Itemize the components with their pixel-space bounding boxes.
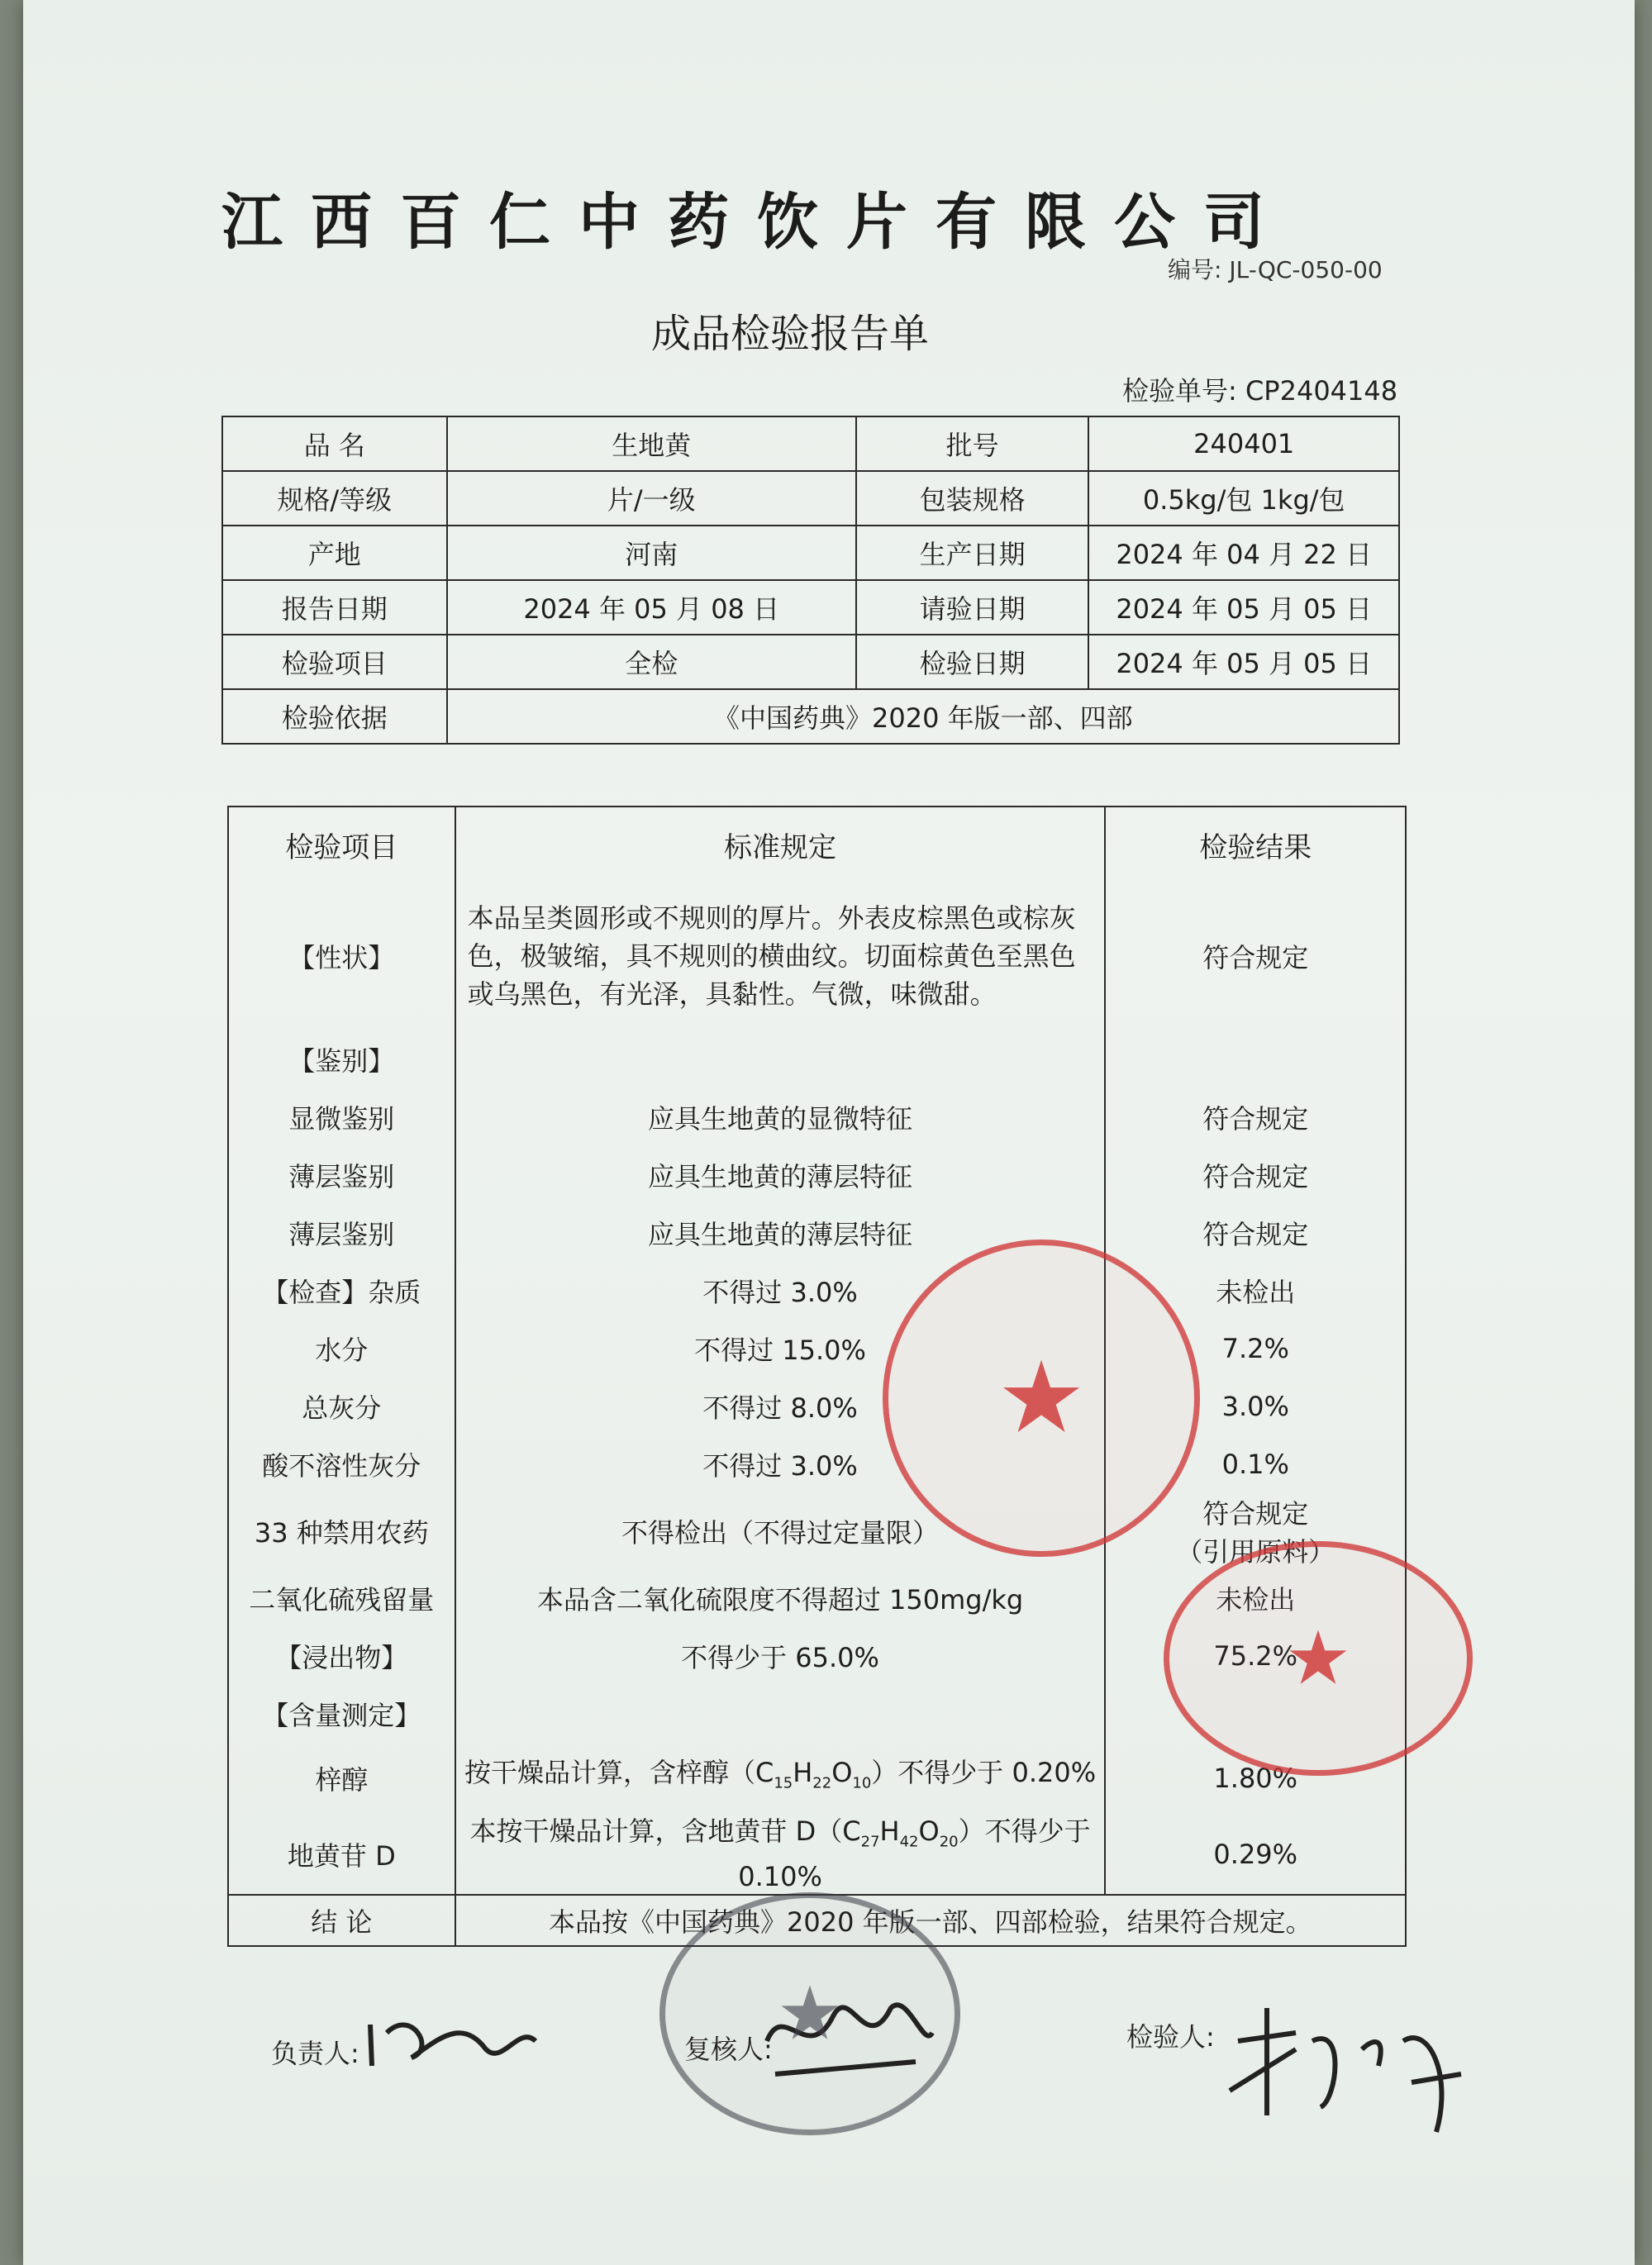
basis-value: 《中国药典》2020 年版一部、四部 <box>447 689 1399 744</box>
rehmannioside-item: 地黄苷 D <box>228 1814 455 1895</box>
result-note: （引用原料） <box>1176 1536 1335 1568</box>
result-standard: 不得过 8.0% <box>455 1378 1106 1435</box>
report-number: 检验单号: CP2404148 <box>1122 375 1398 407</box>
table-header-row <box>228 807 1406 882</box>
table-row <box>222 526 1399 580</box>
rehmannioside-standard: 本按干燥品计算，含地黄苷 $D(C_{27}H_{42}O_{20})$不得少于 0.10% <box>455 1814 1106 1895</box>
manager-label: 负责人: <box>271 2038 359 2069</box>
conclusion-label: 结 论 <box>228 1895 455 1946</box>
request-date-value: 2024 年 05 月 05 日 <box>1088 580 1399 635</box>
table-row <box>228 1146 1406 1204</box>
result-item: 【检查】杂质 <box>228 1262 455 1320</box>
inspector-signature <box>1221 1991 1469 2157</box>
result-value: 3.0% <box>1105 1378 1406 1435</box>
content-header: 【含量测定】 <box>228 1685 455 1743</box>
rehmannioside-result: 0.29% <box>1105 1814 1406 1895</box>
catalpol-item: 梓醇 <box>228 1743 455 1814</box>
table-row <box>222 471 1399 526</box>
prod-date-label: 生产日期 <box>856 526 1089 580</box>
table-row <box>228 1493 1406 1569</box>
result-value: 符合规定 <box>1105 1204 1406 1262</box>
result-item: 薄层鉴别 <box>228 1146 455 1204</box>
result-standard: 应具生地黄的显微特征 <box>455 1088 1106 1146</box>
identify-header: 【鉴别】 <box>228 1030 455 1088</box>
form-code: 编号: JL-QC-050-00 <box>1168 256 1383 283</box>
catalpol-result: 1.80% <box>1105 1743 1406 1814</box>
prod-date-value: 2024 年 04 月 22 日 <box>1088 526 1399 580</box>
table-row <box>222 580 1399 635</box>
appearance-result: 符合规定 <box>1105 882 1406 1030</box>
result-item: 【浸出物】 <box>228 1627 455 1685</box>
catalpol-standard: 按干燥品计算，含梓醇$(C_{15}H_{22}O_{10})$不得少于 0.20% <box>455 1743 1106 1814</box>
basis-label: 检验依据 <box>222 689 447 744</box>
table-row <box>228 1030 1406 1088</box>
star-icon: ★ <box>1284 1615 1352 1702</box>
star-icon: ★ <box>776 1970 844 2058</box>
appearance-standard: 本品呈类圆形或不规则的厚片。外表皮棕黑色或棕灰色，极皱缩，具不规则的横曲纹。切面棕黄色至黑色或乌黑色，有光泽，具黏性。气微，味微甜。 <box>455 882 1106 1030</box>
table-row <box>228 1814 1406 1895</box>
result-standard: 不得过 15.0% <box>455 1320 1106 1378</box>
table-row <box>228 1320 1406 1378</box>
appearance-item: 【性状】 <box>228 882 455 1030</box>
result-standard: 不得过 3.0% <box>455 1435 1106 1493</box>
manager-signature <box>362 1991 544 2082</box>
product-info-table <box>221 416 1400 745</box>
quality-dept-stamp <box>883 1240 1200 1557</box>
qc-seal-stamp <box>1164 1541 1473 1776</box>
document-title: 成品检验报告单 <box>651 311 930 357</box>
result-item: 二氧化硫残留量 <box>228 1569 455 1627</box>
report-date-label: 报告日期 <box>222 580 447 635</box>
conclusion-text: 本品按《中国药典》2020 年版一部、四部检验，结果符合规定。 <box>455 1895 1406 1946</box>
result-value: 0.1% <box>1105 1435 1406 1493</box>
report-paper <box>23 0 1635 2265</box>
company-name: 江西百仁中药饮片有限公司 <box>221 187 1293 258</box>
batch-value: 240401 <box>1088 416 1399 471</box>
result-standard: 应具生地黄的薄层特征 <box>455 1204 1106 1262</box>
product-value: 生地黄 <box>447 416 856 471</box>
result-value: 符合规定 <box>1202 1498 1309 1530</box>
result-standard: 本品含二氧化硫限度不得超过 150mg/kg <box>455 1569 1106 1627</box>
company-seal-stamp <box>659 1892 960 2135</box>
header-result: 检验结果 <box>1105 807 1406 882</box>
spec-value: 片/一级 <box>447 471 856 526</box>
table-row <box>228 1435 1406 1493</box>
product-label: 品 名 <box>222 416 447 471</box>
pack-value: 0.5kg/包 1kg/包 <box>1088 471 1399 526</box>
result-value: 未检出 <box>1105 1262 1406 1320</box>
test-date-label: 检验日期 <box>856 635 1089 689</box>
table-row <box>228 882 1406 1030</box>
table-row <box>222 689 1399 744</box>
items-value: 全检 <box>447 635 856 689</box>
result-item: 水分 <box>228 1320 455 1378</box>
reviewer-label: 复核人: <box>684 2034 773 2065</box>
result-item: 酸不溶性灰分 <box>228 1435 455 1493</box>
result-value: 未检出 <box>1105 1569 1406 1627</box>
table-row <box>228 1204 1406 1262</box>
result-standard: 不得少于 65.0% <box>455 1627 1106 1685</box>
table-row <box>228 1378 1406 1435</box>
result-standard: 不得检出（不得过定量限） <box>455 1493 1106 1569</box>
table-row <box>222 635 1399 689</box>
result-item: 显微鉴别 <box>228 1088 455 1146</box>
star-icon: ★ <box>997 1340 1086 1456</box>
results-table <box>227 806 1407 1947</box>
result-standard: 应具生地黄的薄层特征 <box>455 1146 1106 1204</box>
result-value: 75.2% <box>1105 1627 1406 1685</box>
spec-label: 规格/等级 <box>222 471 447 526</box>
result-value: 符合规定 <box>1105 1088 1406 1146</box>
test-date-value: 2024 年 05 月 05 日 <box>1088 635 1399 689</box>
origin-label: 产地 <box>222 526 447 580</box>
request-date-label: 请验日期 <box>856 580 1089 635</box>
result-value: 符合规定 <box>1105 1146 1406 1204</box>
table-row <box>228 1262 1406 1320</box>
table-row <box>228 1088 1406 1146</box>
items-label: 检验项目 <box>222 635 447 689</box>
header-standard: 标准规定 <box>455 807 1106 882</box>
result-item: 总灰分 <box>228 1378 455 1435</box>
table-row <box>222 416 1399 471</box>
origin-value: 河南 <box>447 526 856 580</box>
result-item: 薄层鉴别 <box>228 1204 455 1262</box>
batch-label: 批号 <box>856 416 1089 471</box>
header-item: 检验项目 <box>228 807 455 882</box>
report-date-value: 2024 年 05 月 08 日 <box>447 580 856 635</box>
result-value: 7.2% <box>1105 1320 1406 1378</box>
pack-label: 包装规格 <box>856 471 1089 526</box>
result-item: 33 种禁用农药 <box>228 1493 455 1569</box>
inspector-label: 检验人: <box>1126 2021 1215 2053</box>
result-standard: 不得过 3.0% <box>455 1262 1106 1320</box>
